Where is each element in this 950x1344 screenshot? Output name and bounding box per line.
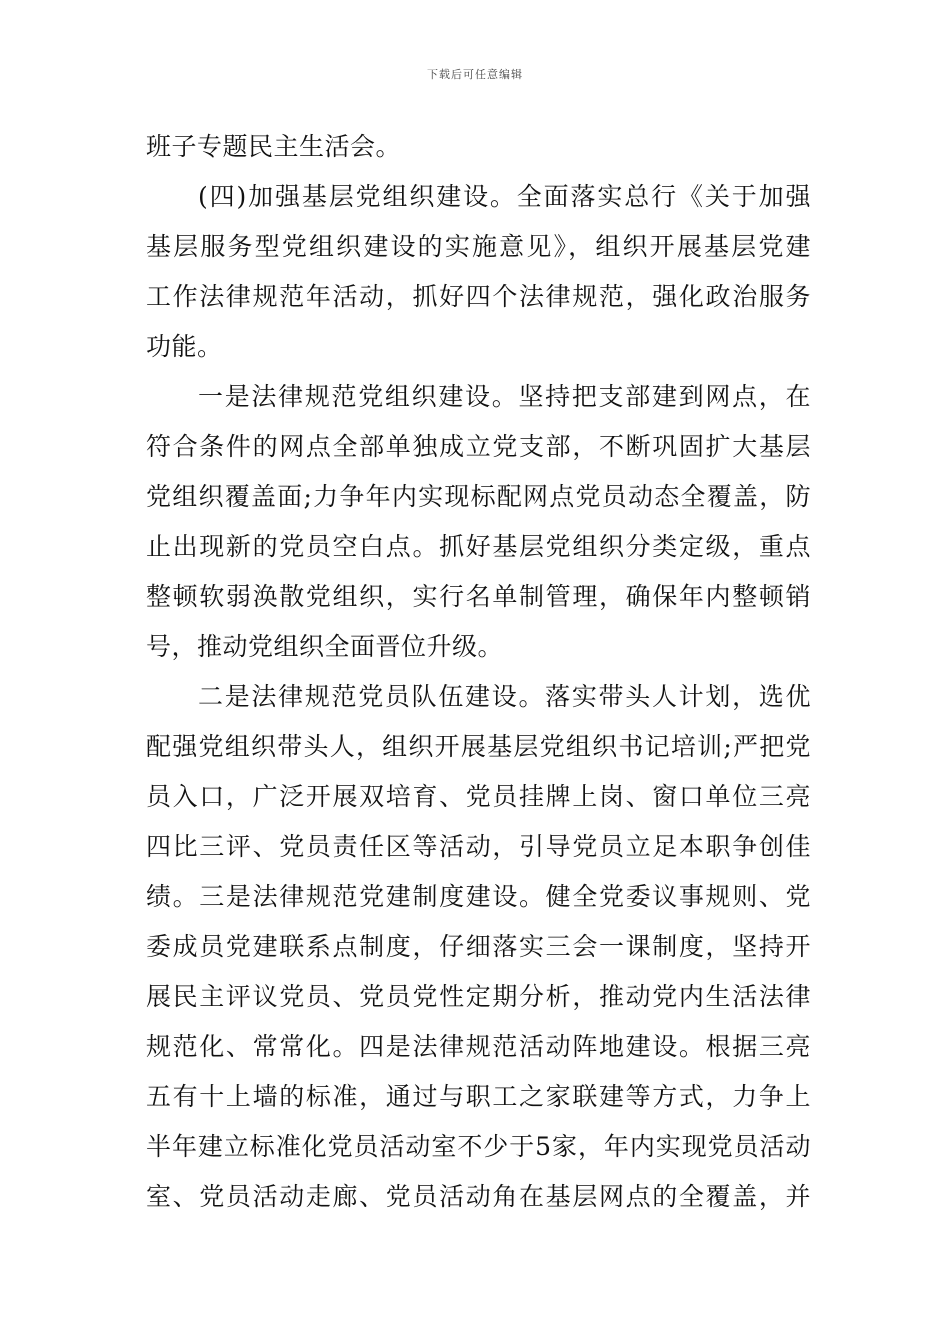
text-line: 班子专题民主生活会。 [146, 132, 402, 161]
text-line: 工作法律规范年活动，抓好四个法律规范，强化政治服务 [146, 282, 811, 311]
text-line: 二是法律规范党员队伍建设。落实带头人计划，选优 [198, 682, 811, 711]
text-line: 号，推动党组织全面晋位升级。 [146, 632, 504, 661]
text-line: 止出现新的党员空白点。抓好基层党组织分类定级，重点 [146, 532, 811, 561]
text-line: 功能。 [146, 332, 223, 361]
text-line: 符合条件的网点全部单独成立党支部，不断巩固扩大基层 [146, 432, 811, 461]
text-line: 半年建立标准化党员活动室不少于5家，年内实现党员活动 [146, 1132, 811, 1161]
text-line: 规范化、常常化。四是法律规范活动阵地建设。根据三亮 [146, 1032, 811, 1061]
text-line: 一是法律规范党组织建设。坚持把支部建到网点，在 [198, 382, 811, 411]
text-line: 绩。三是法律规范党建制度建设。健全党委议事规则、党 [146, 882, 811, 911]
text-line: 配强党组织带头人，组织开展基层党组织书记培训;严把党 [146, 732, 811, 761]
text-line: 党组织覆盖面;力争年内实现标配网点党员动态全覆盖，防 [146, 482, 811, 511]
text-line: 展民主评议党员、党员党性定期分析，推动党内生活法律 [146, 982, 811, 1011]
text-line: (四)加强基层党组织建设。全面落实总行《关于加强 [198, 182, 811, 211]
document-body [146, 122, 811, 1222]
text-line: 四比三评、党员责任区等活动，引导党员立足本职争创佳 [146, 832, 811, 861]
text-line: 员入口，广泛开展双培育、党员挂牌上岗、窗口单位三亮 [146, 782, 811, 811]
text-line: 室、党员活动走廊、党员活动角在基层网点的全覆盖，并 [146, 1182, 811, 1211]
text-line: 整顿软弱涣散党组织，实行名单制管理，确保年内整顿销 [146, 582, 811, 611]
text-line: 五有十上墙的标准，通过与职工之家联建等方式，力争上 [146, 1082, 811, 1111]
text-line: 委成员党建联系点制度，仔细落实三会一课制度，坚持开 [146, 932, 811, 961]
text-line: 基层服务型党组织建设的实施意见》，组织开展基层党建 [146, 232, 811, 261]
page-header: 下载后可任意编辑 [427, 68, 523, 81]
